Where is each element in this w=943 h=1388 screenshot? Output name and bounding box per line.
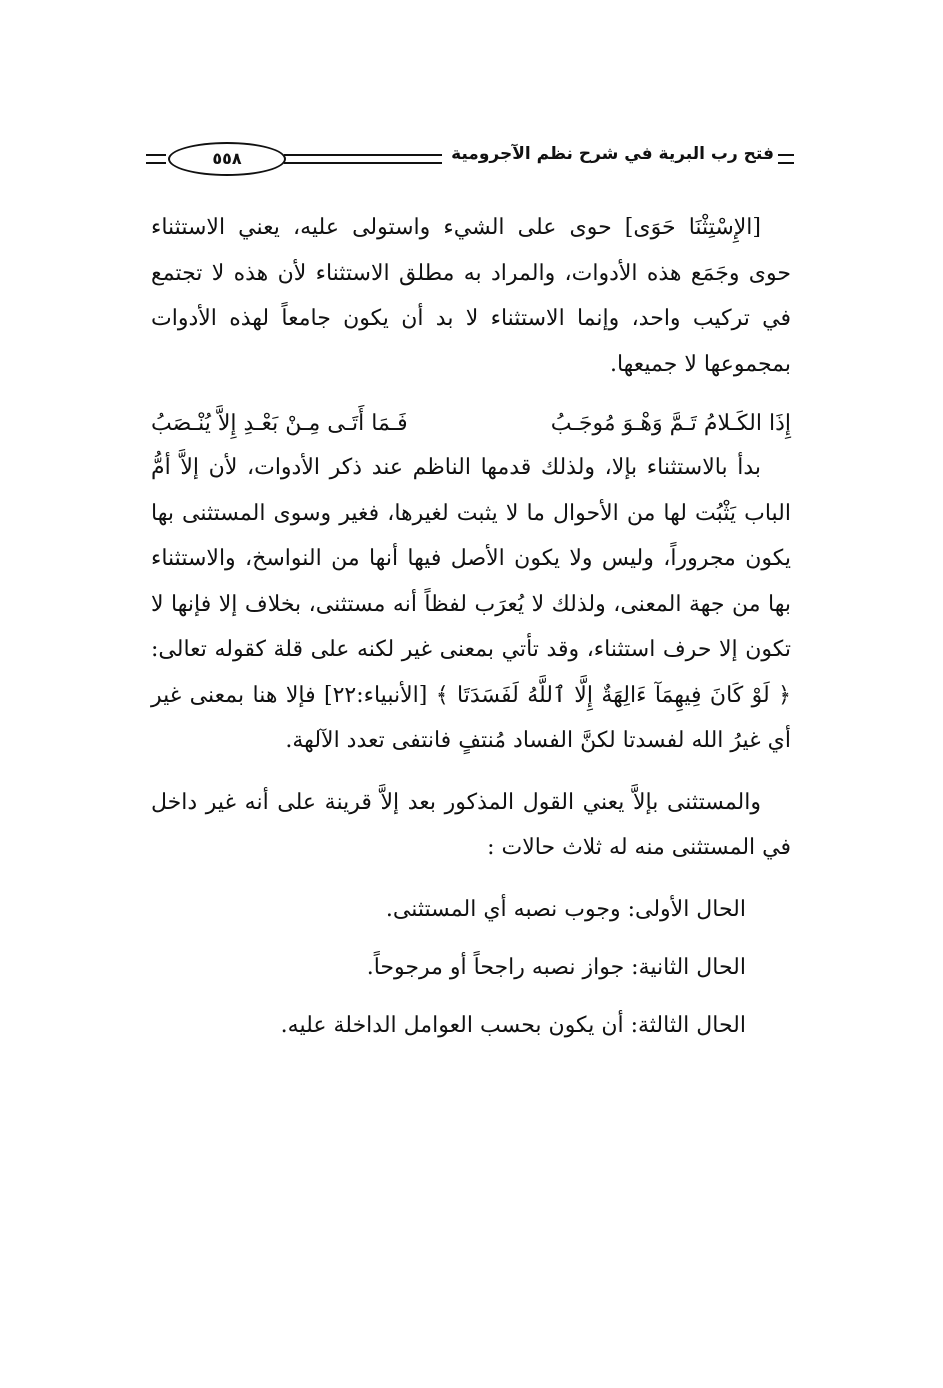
- case-item: الحال الأولى: وجوب نصبه أي المستثنى.: [385, 896, 746, 922]
- page-number: ٥٥٨: [168, 142, 286, 176]
- header-rule: [284, 154, 442, 164]
- verse-second-hemistich: فَـمَا أَتَـى مِـنْ بَعْـدِ إِلاَّ يُنْـصَبُ: [151, 411, 408, 436]
- page-content: [151, 205, 791, 1055]
- case-item: الحال الثانية: جواز نصبه راجحاً أو مرجوحاً.: [366, 954, 746, 980]
- book-title: فتح رب البرية في شرح نظم الآجرومية: [451, 144, 774, 164]
- page-header: [146, 138, 794, 178]
- paragraph-istithna-hawa: [الإِسْتِثْنَا حَوَى] حوى على الشيء واستولى عليه، يعني الاستثناء حوى وجَمَع هذه الأدوات، والمراد به مطلق الاستثناء لأن هذه لا تجتمع في تركيب واحد، وإنما الاستثناء لا بد أن يكون جامعاً لهذه الأدوات بمجموعها لا جميعها.: [151, 215, 791, 377]
- poem-verse: [151, 403, 791, 445]
- cases-list: [151, 881, 791, 1055]
- header-ornament-right: [778, 154, 794, 164]
- paragraph-illa-explanation: بدأ بالاستثناء بإلا، ولذلك قدمها الناظم عند ذكر الأدوات، لأن إلاَّ أمُّ الباب يَثْبُت لها من الأحوال ما لا يثبت لغيرها، فغير وسوى المستثنى بها يكون مجروراً، وليس ولا يكون الأصل فيها أنها من النواسخ، والاستثناء بها من جهة المعنى، ولذلك لا يُعرَب لفظاً أنه مستثنى، بخلاف إلا فإنها لا تكون إلا حرف استثناء، وقد تأتي بمعنى غير لكنه على قلة كقوله تعالى: ﴿ لَوْ كَانَ فِيهِمَآ ءَالِهَةٌ إِلَّا ٱللَّهُ لَفَسَدَتَا ﴾ [الأنبياء:٢٢] فإلا هنا بمعنى غير أي غيرُ الله لفسدتا لكنَّ الفساد مُنتفٍ فانتفى تعدد الآلهة.: [151, 455, 791, 753]
- case-item: الحال الثالثة: أن يكون بحسب العوامل الداخلة عليه.: [280, 1012, 746, 1038]
- header-ornament-left: [146, 154, 166, 164]
- paragraph-three-cases-intro: والمستثنى بإلاَّ يعني القول المذكور بعد إلاَّ قرينة على أنه غير داخل في المستثنى منه له ثلاث حالات :: [151, 789, 791, 860]
- verse-first-hemistich: إِذَا الكَـلامُ تَـمَّ وَهْـوَ مُوجَـبُ: [550, 411, 791, 436]
